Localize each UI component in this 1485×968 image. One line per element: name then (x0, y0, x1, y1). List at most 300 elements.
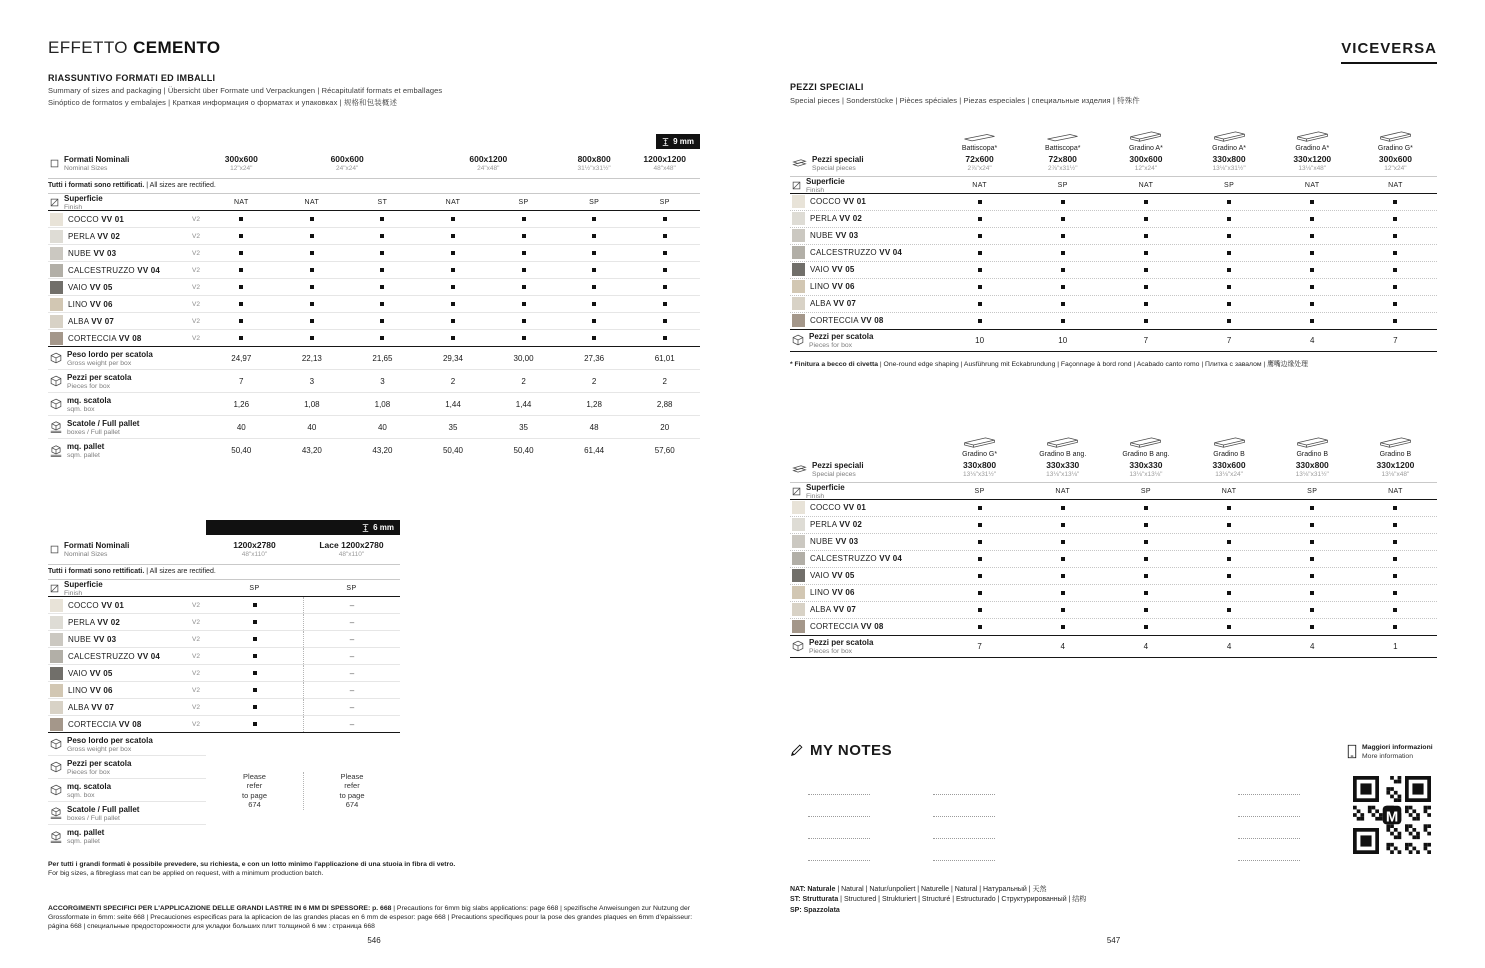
special-pieces-icon (792, 158, 807, 169)
finish-legend (790, 885, 1437, 917)
color-row-label (790, 246, 938, 259)
availability-mark-cell (1104, 279, 1187, 295)
not-available-mark: – (349, 617, 355, 627)
notes-line-row (790, 773, 1437, 795)
availability-mark-cell (488, 228, 559, 244)
piece-size: 300x600 (1378, 153, 1412, 164)
packaging-row-label (48, 396, 206, 413)
availability-mark (1310, 540, 1314, 544)
color-row (790, 534, 1437, 551)
packaging-value: 61,44 (584, 446, 605, 455)
availability-mark-cell (1104, 517, 1187, 533)
availability-mark (1144, 574, 1148, 578)
color-row-label (48, 684, 206, 697)
piece-column-header (1354, 126, 1437, 172)
color-swatch (792, 552, 805, 565)
piece-icon-holder (1104, 432, 1187, 448)
availability-mark (1144, 200, 1148, 204)
availability-mark-cell (1271, 296, 1354, 312)
color-row (48, 330, 700, 347)
availability-mark-cell (1271, 245, 1354, 261)
size-value: 1200x1200 (643, 154, 686, 164)
availability-mark-cell (629, 313, 700, 329)
pieces-per-box-value: 7 (1143, 335, 1149, 345)
availability-mark (1144, 608, 1148, 612)
color-swatch (792, 263, 805, 276)
thickness-value-6mm: 6 mm (373, 523, 394, 532)
availability-mark-cell (488, 296, 559, 312)
packaging-row-label (48, 825, 206, 848)
availability-mark (1144, 302, 1148, 306)
availability-mark (978, 319, 982, 323)
availability-mark (978, 268, 982, 272)
availability-mark (1310, 217, 1314, 221)
color-name: NUBE VV 03 (810, 537, 859, 546)
availability-mark-cell (938, 194, 1021, 210)
my-notes-heading (790, 742, 1437, 759)
color-swatch (792, 620, 805, 633)
left-section-header (48, 73, 700, 108)
availability-mark (380, 302, 384, 306)
availability-mark (380, 234, 384, 238)
packaging-value: 1,44 (445, 399, 461, 409)
row-label: mq. scatola sqm. box (67, 395, 112, 413)
availability-mark (1061, 217, 1065, 221)
availability-mark-cell (1354, 602, 1437, 618)
special-pieces-header-row (790, 126, 1437, 177)
packaging-row-label (48, 419, 206, 436)
availability-mark (1227, 285, 1231, 289)
size-inches: 12"x24" (230, 165, 253, 172)
availability-mark (451, 319, 455, 323)
special-pieces-header-row (790, 432, 1437, 483)
availability-mark-cell (277, 313, 348, 329)
pencil-icon (790, 743, 804, 757)
availability-mark (1144, 523, 1148, 527)
availability-mark (310, 234, 314, 238)
formats-header-row (48, 149, 700, 179)
availability-mark (451, 302, 455, 306)
availability-mark-cell (1104, 211, 1187, 227)
color-name: LINO VV 06 (68, 685, 113, 695)
right-section-title: PEZZI SPECIALI (790, 82, 864, 92)
color-row-label (790, 229, 938, 242)
availability-mark (239, 234, 243, 238)
availability-mark-cell (277, 296, 348, 312)
piece-name: Gradino B (1296, 450, 1328, 458)
packaging-value: 22,13 (301, 353, 322, 363)
color-name: CORTECCIA VV 08 (810, 622, 884, 631)
pieces-per-box-value: 1 (1393, 641, 1398, 651)
more-info-text (1362, 744, 1433, 761)
my-notes-label: MY NOTES (810, 741, 893, 759)
availability-mark (522, 268, 526, 272)
precautions-note-rest: | Precautions for 6mm big slabs applications: page 668 | spezifische Anweisungen zur Nutzung der Grossformate in 6mm: seite 668 | Precauciones especificas para la aplicacion de las grandes placas en 6 mm de espesor: page 668 | Precautions specifiques pour la pose des grandes plaques en 6mm d'epaisseur: página 668 | специальные предосторожности для укладки больших плит толщиной 6 мм : страница 668 (48, 905, 693, 930)
availability-mark-cell (418, 245, 489, 261)
availability-mark-cell (629, 262, 700, 278)
color-row (48, 631, 400, 648)
gradino-step-icon (1296, 436, 1329, 448)
gradino-step-icon (963, 436, 996, 448)
color-name: PERLA VV 02 (810, 214, 863, 223)
color-row-label (48, 633, 206, 646)
packaging-row-label (48, 350, 206, 367)
piece-column-header (1021, 432, 1104, 478)
pieces-per-box-value: 4 (1060, 641, 1065, 651)
availability-mark-cell (938, 262, 1021, 278)
thickness-bar-9mm (48, 134, 700, 149)
availability-mark (1061, 319, 1065, 323)
availability-mark-cell (1021, 500, 1104, 516)
piece-inches: 13⅛"x31½" (1295, 470, 1329, 478)
piece-icon-holder (1187, 432, 1270, 448)
availability-mark (1310, 506, 1314, 510)
color-row-label (48, 616, 206, 629)
color-name: CORTECCIA VV 08 (68, 333, 142, 343)
availability-mark-cell (418, 211, 489, 227)
availability-mark (1227, 268, 1231, 272)
finish-icon (50, 584, 59, 593)
color-row-label (48, 718, 206, 731)
availability-mark (451, 285, 455, 289)
not-available-mark: – (349, 634, 355, 644)
availability-mark (1393, 540, 1397, 544)
piece-column-header (1271, 126, 1354, 172)
packaging-value: 40 (236, 422, 246, 432)
piece-name: Battiscopa* (1045, 144, 1081, 152)
availability-mark (310, 251, 314, 255)
color-row (48, 279, 700, 296)
availability-mark-cell (488, 262, 559, 278)
availability-mark-cell (1354, 568, 1437, 584)
color-row-label (48, 701, 206, 714)
availability-mark-cell (938, 296, 1021, 312)
availability-mark (1061, 523, 1065, 527)
color-name: LINO VV 06 (810, 282, 855, 291)
availability-mark (1310, 608, 1314, 612)
color-name: NUBE VV 03 (68, 248, 117, 258)
special-pieces-table-1 (790, 126, 1437, 352)
piece-column-header (1187, 126, 1270, 172)
color-row (48, 682, 400, 699)
color-swatch (792, 229, 805, 242)
finish-code: SP (1307, 487, 1318, 495)
color-swatch (792, 297, 805, 310)
color-row-label (790, 586, 938, 599)
color-row-label (790, 552, 938, 565)
availability-mark-cell (1187, 500, 1270, 516)
color-row-label (48, 667, 206, 680)
color-row (790, 500, 1437, 517)
availability-mark-cell (206, 631, 303, 647)
color-row (790, 313, 1437, 330)
pieces-per-box-row (790, 636, 1437, 658)
availability-mark (1393, 591, 1397, 595)
piece-name: Gradino B ang. (1039, 450, 1087, 458)
packaging-value: 43,20 (372, 446, 393, 455)
availability-mark (1310, 574, 1314, 578)
page-right (790, 38, 1437, 945)
availability-mark-cell (629, 296, 700, 312)
color-row (790, 245, 1437, 262)
finish-code: NAT (304, 199, 320, 206)
special-pieces-label (790, 155, 938, 172)
packaging-value: 2 (591, 376, 597, 386)
formats-table-9mm (48, 134, 700, 462)
availability-mark (1393, 574, 1397, 578)
piece-icon-holder (1271, 126, 1354, 142)
color-row (790, 568, 1437, 585)
packaging-value: 21,65 (372, 353, 393, 363)
availability-mark (253, 688, 257, 692)
finish-code: NAT (1304, 181, 1320, 189)
piece-inches: 2⅞"x24" (967, 164, 992, 172)
availability-mark (1310, 523, 1314, 527)
piece-inches: 13⅛"x31½" (962, 470, 997, 478)
availability-mark-cell (206, 279, 277, 295)
availability-mark-cell (1354, 296, 1437, 312)
color-row (790, 194, 1437, 211)
color-name: CALCESTRUZZO VV 04 (810, 554, 903, 563)
notes-line-row (790, 817, 1437, 839)
color-row (48, 665, 400, 682)
finish-row (790, 177, 1437, 194)
packaging-value: 2 (662, 376, 667, 386)
color-name: COCCO VV 01 (810, 197, 866, 206)
availability-mark-cell (1271, 568, 1354, 584)
box-icon (50, 784, 62, 796)
packaging-value: 2 (521, 376, 526, 386)
piece-icon-holder (1354, 432, 1437, 448)
color-swatch (50, 599, 63, 612)
availability-mark (592, 251, 596, 255)
availability-mark-cell (206, 648, 303, 664)
color-row-label (48, 599, 206, 612)
availability-mark-cell (1271, 500, 1354, 516)
availability-mark (1393, 506, 1397, 510)
piece-column-header (1354, 432, 1437, 478)
piece-name: Battiscopa* (961, 144, 998, 152)
notes-dotted-line (808, 860, 870, 861)
availability-mark (978, 251, 982, 255)
availability-mark (239, 336, 243, 340)
availability-mark-cell (1021, 313, 1104, 329)
availability-mark-cell (1187, 551, 1270, 567)
availability-mark (522, 302, 526, 306)
piece-name: Gradino G* (1377, 144, 1413, 152)
dash-mark-cell (303, 597, 400, 613)
availability-mark-cell (1187, 568, 1270, 584)
piece-icon-holder (938, 432, 1021, 448)
dash-mark-cell (303, 648, 400, 664)
finish-code: NAT (972, 181, 987, 189)
formats-header-label (48, 155, 206, 172)
packaging-value: 40 (377, 422, 387, 432)
availability-mark-cell (418, 228, 489, 244)
availability-mark (310, 268, 314, 272)
dash-mark-cell (303, 631, 400, 647)
thickness-icon (362, 523, 369, 533)
availability-mark-cell (1187, 228, 1270, 244)
piece-size: 300x600 (1129, 153, 1163, 164)
finish-icon (792, 181, 801, 190)
row-label: Pezzi per scatola Pieces for box (67, 372, 132, 390)
availability-mark-cell (1187, 245, 1270, 261)
availability-mark-cell (938, 568, 1021, 584)
piece-name: Gradino A* (1212, 144, 1246, 152)
piece-icon-holder (1271, 432, 1354, 448)
availability-mark (522, 234, 526, 238)
availability-mark-cell (938, 313, 1021, 329)
color-swatch (50, 684, 63, 697)
shade-variation-v2: V2 (192, 215, 200, 223)
availability-mark (1144, 506, 1148, 510)
availability-mark-cell (1104, 296, 1187, 312)
not-available-mark: – (349, 702, 355, 712)
availability-mark-cell (418, 262, 489, 278)
availability-mark (592, 234, 596, 238)
piece-inches: 12"x24" (1134, 164, 1158, 172)
availability-mark (1310, 234, 1314, 238)
color-swatch (792, 314, 805, 327)
packaging-value: 1,08 (374, 399, 391, 409)
packaging-value: 35 (519, 422, 529, 432)
size-inches: 48"x110" (241, 551, 268, 558)
availability-mark-cell (1354, 313, 1437, 329)
availability-mark (978, 591, 982, 595)
availability-mark (1393, 234, 1397, 238)
color-row-label (790, 501, 938, 514)
packaging-row (48, 416, 700, 439)
row-label: Superficie Finish (806, 176, 845, 194)
availability-mark (1227, 200, 1231, 204)
packaging-value: 1,44 (515, 399, 532, 409)
finish-row (48, 580, 400, 597)
availability-mark-cell (1187, 517, 1270, 533)
finish-row-label (790, 483, 938, 500)
color-name: PERLA VV 02 (810, 520, 863, 529)
availability-mark (1310, 625, 1314, 629)
packaging-value: 3 (309, 376, 315, 386)
gradino-step-icon (1213, 436, 1246, 448)
availability-mark (1393, 523, 1397, 527)
row-label: Scatole / Full pallet boxes / Full pallet (67, 804, 140, 822)
piece-column-header (1271, 432, 1354, 478)
availability-mark (663, 217, 667, 221)
row-label: Peso lordo per scatola Gross weight per box (67, 349, 153, 367)
availability-mark (253, 671, 257, 675)
finish-code: NAT (445, 199, 461, 206)
notes-dotted-line (808, 794, 870, 795)
piece-column-header (938, 126, 1021, 172)
color-name: NUBE VV 03 (68, 634, 117, 644)
color-row (48, 245, 700, 262)
shade-variation-v2: V2 (192, 669, 200, 677)
battiscopa-icon (1046, 133, 1079, 142)
color-row-label (48, 264, 206, 277)
color-name: CORTECCIA VV 08 (68, 719, 142, 729)
packaging-value: 50,40 (513, 446, 534, 455)
legend-line: SP: Spazzolata (790, 906, 840, 914)
piece-icon-holder (1354, 126, 1437, 142)
color-row-label (48, 213, 206, 226)
brand-logo: VICEVERSA (1341, 40, 1437, 64)
piece-column-header (1187, 432, 1270, 478)
availability-mark-cell (277, 245, 348, 261)
pallet-icon (50, 807, 62, 819)
notes-dotted-line (933, 838, 995, 839)
notes-dotted-line (808, 816, 870, 817)
availability-mark-cell (1187, 262, 1270, 278)
piece-column-header (1104, 432, 1187, 478)
fiberglass-note-bold: Per tutti i grandi formati è possibile prevedere, su richiesta, e con un lotto minimo l'applicazione di una stuoia in fibra di vetro. (48, 861, 456, 868)
color-row (48, 296, 700, 313)
packaging-value: 1,26 (233, 399, 250, 409)
availability-mark (1061, 574, 1065, 578)
shade-variation-v2: V2 (192, 334, 200, 342)
color-name: NUBE VV 03 (810, 231, 859, 240)
dash-mark-cell (303, 699, 400, 715)
left-section-title: RIASSUNTIVO FORMATI ED IMBALLI (48, 73, 216, 83)
availability-mark-cell (1021, 602, 1104, 618)
packaging-row-label (48, 442, 206, 459)
availability-mark-cell (206, 699, 303, 715)
special-pieces-icon (792, 464, 807, 475)
availability-mark (522, 251, 526, 255)
availability-mark (1227, 319, 1231, 323)
row-label: Pezzi per scatola Pieces for box (67, 758, 132, 776)
battiscopa-icon (963, 133, 996, 142)
pieces-per-box-label (790, 638, 938, 655)
packaging-value: 1,28 (586, 399, 602, 409)
availability-mark (253, 654, 257, 658)
qr-code-image (1353, 776, 1431, 854)
availability-mark-cell (1271, 517, 1354, 533)
color-row-label (790, 535, 938, 548)
legend-line: ST: Strutturata | Structured | Strukturiert | Structuré | Estructurado | Структурированный | 结构 (790, 896, 1087, 903)
size-column-header (277, 154, 418, 172)
availability-mark (310, 285, 314, 289)
availability-mark (1227, 608, 1231, 612)
availability-mark (1227, 302, 1231, 306)
piece-inches: 13⅛"x31½" (1212, 164, 1246, 172)
notes-dotted-line (1238, 838, 1300, 839)
packaging-row-label (48, 779, 206, 802)
color-row (790, 517, 1437, 534)
availability-mark-cell (1354, 619, 1437, 635)
piece-inches: 13⅛"x13⅛" (1129, 470, 1163, 478)
availability-mark-cell (1104, 245, 1187, 261)
availability-mark (1144, 268, 1148, 272)
finish-code: SP (659, 199, 670, 206)
finish-code: SP (249, 585, 260, 592)
notes-dotted-line (933, 794, 995, 795)
notes-dotted-line (1238, 816, 1300, 817)
gradino-step-icon (1129, 436, 1162, 448)
precautions-note (48, 904, 700, 931)
availability-mark-cell (938, 585, 1021, 601)
finish-row (790, 483, 1437, 500)
box-icon (792, 640, 804, 652)
packaging-value: 2,88 (656, 399, 673, 409)
packaging-value: 7 (239, 376, 244, 386)
color-row (790, 551, 1437, 568)
color-row (48, 648, 400, 665)
not-available-mark: – (349, 685, 355, 695)
availability-mark (310, 336, 314, 340)
availability-mark (1061, 302, 1065, 306)
size-value: 1200x2780 (233, 540, 276, 550)
